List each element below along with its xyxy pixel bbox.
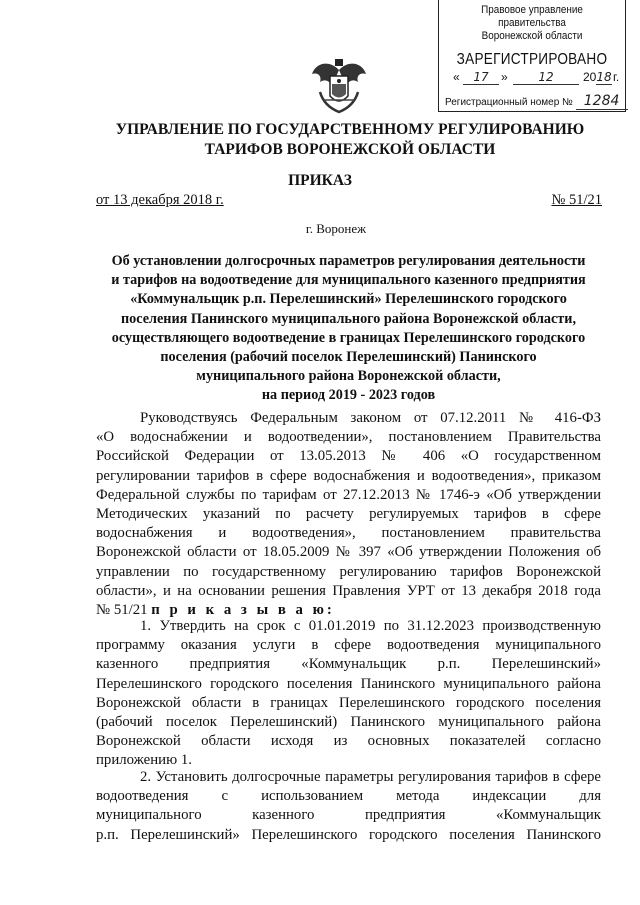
preamble-line: Методических указаний по расчету регулируемых тарифов в сфере: [96, 505, 601, 522]
preamble-line: Воронежской области от 18.05.2009 № 397 «Об утверждении Положения об: [96, 544, 601, 561]
item1-line: программу оказания услуги в сфере водоотведения муниципального: [96, 637, 601, 654]
doc-number: № 51/21: [551, 192, 602, 208]
item1-line: казенного предприятия «Коммунальщик р.п. Перелешинский»: [96, 656, 601, 673]
prikazyvayu: п р и к а з ы в а ю:: [151, 601, 335, 618]
coat-of-arms-icon: [310, 56, 368, 116]
stamp-number-label: Регистрационный номер №: [445, 97, 573, 108]
item2-line: водоотведения с использованием метода индексации для: [96, 788, 601, 805]
preamble-line: «О водоснабжении и водоотведении», постановлением Правительства: [96, 429, 601, 446]
item1-line: (рабочий поселок Перелешинский) Панинского муниципального района: [96, 713, 601, 730]
title-line: «Коммунальщик р.п. Перелешинский» Перелешинского городского: [130, 291, 567, 308]
header-line1: УПРАВЛЕНИЕ ПО ГОСУДАРСТВЕННОМУ РЕГУЛИРОВАНИЮ: [115, 121, 585, 138]
doc-title: [96, 252, 601, 406]
preamble-line: водоснабжения и водоотведения», постановлением правительства: [96, 525, 601, 542]
registration-stamp: [438, 0, 626, 112]
stamp-number-line: [445, 93, 619, 110]
item-1: [96, 617, 601, 771]
doc-city: г. Воронеж: [305, 221, 367, 236]
preamble: [96, 409, 601, 620]
preamble-line: регулировании тарифов в сфере водоснабжения и водоотведения», приказом: [96, 467, 601, 484]
title-line: осуществляющего водоотведение в границах Перелешинского городского: [111, 329, 586, 346]
title-line: поселения Панинского муниципального района Воронежской области,: [120, 310, 577, 327]
preamble-line: управлении по государственному регулированию тарифов Воронежской: [96, 563, 601, 580]
stamp-year: 18: [596, 70, 612, 84]
header-line2: ТАРИФОВ ВОРОНЕЖСКОЙ ОБЛАСТИ: [204, 141, 496, 158]
item1-line: приложению 1.: [96, 752, 192, 769]
item1-line: 1. Утвердить на срок с 01.01.2019 по 31.12.2023 производственную: [140, 618, 601, 634]
item2-line: р.п. Перелешинский» Перелешинского городского поселения Панинского: [96, 826, 601, 843]
item1-line: Воронежской области в границах Перелешинского городского поселения: [96, 694, 601, 711]
preamble-line: Российской Федерации от 13.05.2013 № 406 «О государственном: [96, 448, 601, 465]
stamp-year-prefix: 20: [583, 70, 597, 84]
item2-line: муниципального казенного предприятия «Коммунальщик: [96, 807, 601, 824]
item-2: [96, 768, 601, 845]
stamp-month: 12: [513, 70, 579, 85]
title-line: на период 2019 - 2023 годов: [261, 387, 436, 404]
preamble-line: области», и на основании решения Правления УРТ от 13 декабря 2018 года: [96, 582, 601, 599]
title-line: поселения (рабочий поселок Перелешинский) Панинского: [160, 349, 537, 366]
item1-line: Перелешинского городского поселения Панинского муниципального района: [96, 675, 601, 692]
doc-type: ПРИКАЗ: [288, 172, 352, 189]
preamble-line: Руководствуясь Федеральным законом от 07.12.2011 № 416-ФЗ: [140, 410, 601, 426]
item1-line: Воронежской области исходя из основных показателей согласно: [96, 733, 601, 750]
doc-date: от 13 декабря 2018 г.: [96, 192, 224, 208]
stamp-registered: ЗАРЕГИСТРИРОВАНО: [456, 51, 608, 68]
title-line: муниципального района Воронежской области,: [196, 368, 501, 385]
title-line: и тарифов на водоотведение для муниципального казенного предприятия: [111, 272, 586, 289]
preamble-line: Федеральной службы по тарифам от 27.12.2013 № 1746-э «Об утверждении: [96, 486, 601, 503]
stamp-number: 1284: [576, 93, 628, 110]
preamble-end: № 51/21: [96, 601, 148, 618]
stamp-year-suffix: г.: [613, 70, 620, 84]
stamp-day: 17: [463, 70, 499, 85]
title-line: Об установлении долгосрочных параметров регулирования деятельности: [111, 253, 586, 269]
stamp-date: « 17 » 12 20 18 г.: [453, 70, 620, 84]
stamp-org-line2: Воронежской области: [481, 30, 583, 42]
item2-line: 2. Установить долгосрочные параметры регулирования тарифов в сфере: [140, 769, 601, 785]
stamp-org-line1: Правовое управление правительства: [481, 4, 583, 29]
